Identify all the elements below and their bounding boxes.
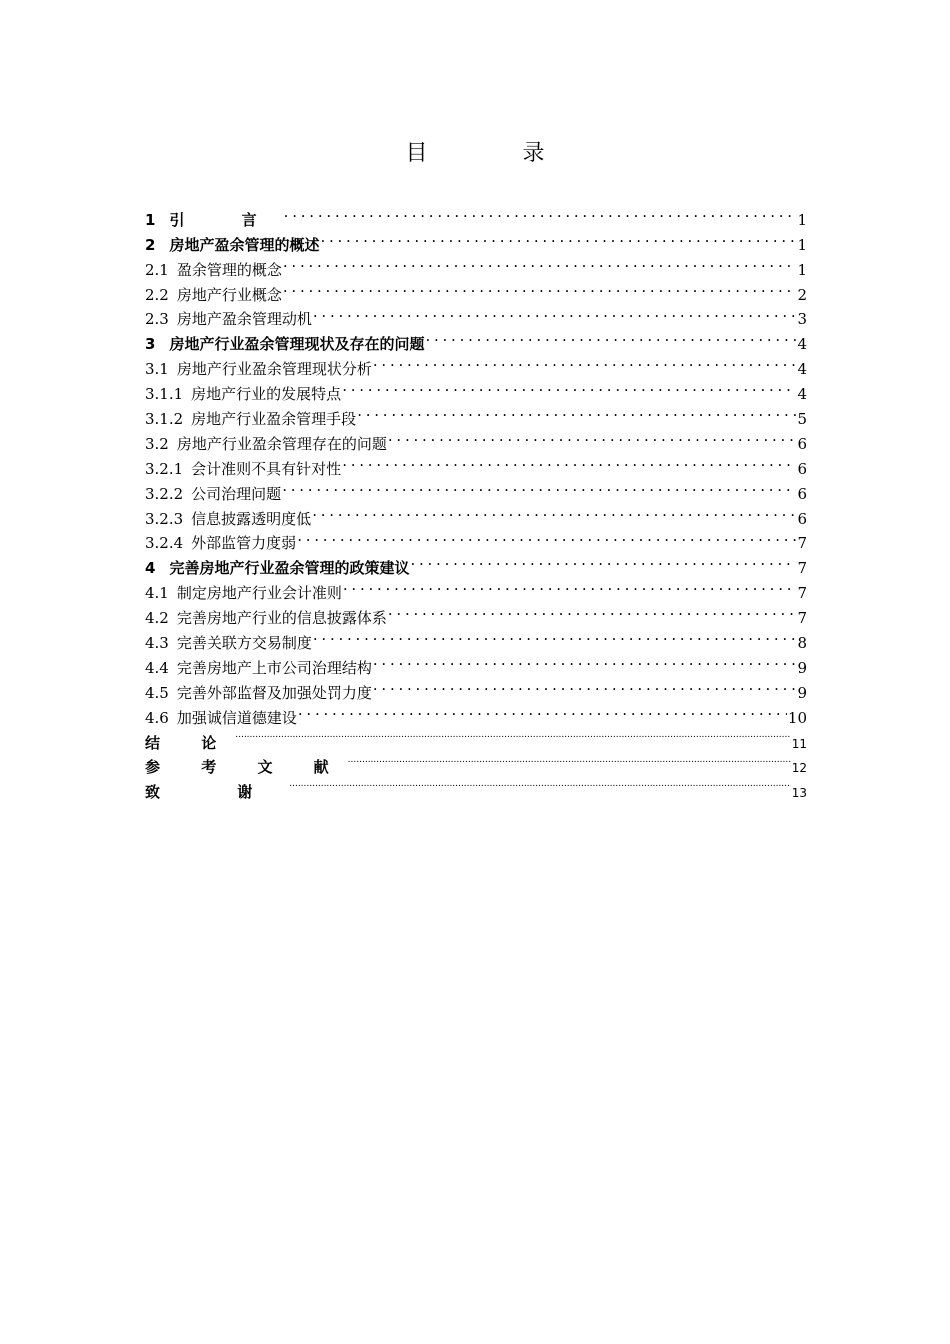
toc-entry-number: 1 [145,210,156,229]
toc-entry-number: 4.1 [145,584,169,603]
toc-entry-number: 2.2 [145,285,169,304]
toc-entry-title: 公司治理问题 [191,484,282,503]
toc-dot-leader [410,548,796,573]
toc-entry-label [145,631,312,656]
toc-entry-page-number: 10 [787,708,807,727]
toc-entry-label [145,656,372,681]
toc-entry-title: 完善房地产行业的信息披露体系 [176,609,387,628]
toc-entry-title: 引 言 [169,210,283,229]
toc-entry-number: 3.2.4 [145,534,184,553]
toc-dot-leader [282,474,796,499]
toc-entry-page-number: 11 [791,736,807,751]
toc-entry-page-number: 7 [797,584,807,603]
toc-entry-page-number: 6 [797,434,807,453]
toc-dot-leader [298,698,787,723]
toc-entry-number: 4.6 [145,708,169,727]
toc-entry-title: 房地产盈余管理动机 [176,310,312,329]
toc-dot-leader [312,499,796,524]
toc-entry-number: 3.1.2 [145,410,184,429]
toc-dot-leader [343,573,797,598]
toc-entry-title: 加强诚信道德建设 [176,708,297,727]
toc-entry-page-number: 2 [797,285,807,304]
toc-entry-label [145,531,296,556]
table-of-contents [145,200,807,802]
toc-entry[interactable] [145,200,807,229]
toc-entry-number: 3 [145,335,156,354]
toc-entry-number: 4.3 [145,634,169,653]
toc-entry-title: 结 论 [145,733,235,752]
toc-dot-leader [297,524,796,549]
toc-dot-leader [373,349,797,374]
toc-entry-page-number: 7 [797,609,807,628]
toc-dot-leader [348,748,791,773]
toc-entry-number: 3.2 [145,434,169,453]
toc-entry-page-number: 1 [797,210,807,229]
toc-entry-label [145,357,372,382]
toc-dot-leader [283,250,797,275]
toc-entry-title: 完善关联方交易制度 [176,634,312,653]
toc-entry-page-number: 9 [797,683,807,702]
toc-entry-label [145,407,356,432]
toc-dot-leader [342,449,796,474]
toc-dot-leader [313,300,797,325]
toc-entry-page-number: 6 [797,459,807,478]
toc-entry-page-number: 4 [797,335,807,354]
toc-entry-title: 参 考 文 献 [145,758,347,777]
toc-entry-page-number: 8 [797,634,807,653]
toc-entry-title: 会计准则不具有针对性 [191,459,342,478]
toc-dot-leader [342,374,796,399]
toc-entry-number: 2.1 [145,260,169,279]
toc-entry-page-number: 6 [797,484,807,503]
toc-entry-title: 信息披露透明度低 [191,509,312,528]
toc-entry-title: 房地产行业盈余管理现状分析 [176,360,372,379]
toc-entry-label [145,382,341,407]
toc-entry-label [145,208,283,233]
toc-entry-label [145,283,282,308]
toc-entry-number: 3.1.1 [145,385,184,404]
toc-dot-leader [388,598,797,623]
toc-entry-title: 制定房地产行业会计准则 [176,584,342,603]
toc-entry-number: 3.2.1 [145,459,184,478]
toc-dot-leader [425,324,796,349]
toc-dot-leader [313,623,797,648]
toc-entry-page-number: 1 [797,260,807,279]
toc-dot-leader [357,399,796,424]
toc-entry-page-number: 12 [791,761,807,776]
toc-entry-number: 2 [145,235,156,254]
toc-entry-title: 房地产行业的发展特点 [191,385,342,404]
toc-entry-title: 完善房地产行业盈余管理的政策建议 [169,559,410,578]
toc-entry-label [145,780,288,805]
toc-entry-page-number: 5 [797,410,807,429]
toc-entry-page-number: 7 [797,534,807,553]
toc-entry-title: 致 谢 [145,783,289,802]
toc-dot-leader [320,225,796,250]
toc-entry-page-number: 4 [797,360,807,379]
toc-entry-number: 4 [145,559,156,578]
toc-entry-label [145,581,342,606]
toc-entry-number: 3.2.2 [145,484,184,503]
toc-entry-page-number: 6 [797,509,807,528]
toc-title: 目 录 [405,141,589,166]
toc-dot-leader [235,723,790,748]
toc-dot-leader [289,772,790,797]
toc-dot-leader [388,424,797,449]
toc-entry-label [145,731,234,756]
toc-entry[interactable] [145,748,807,777]
toc-entry-title: 外部监管力度弱 [191,534,297,553]
toc-entry-page-number: 9 [797,658,807,677]
toc-entry-title: 房地产行业盈余管理现状及存在的问题 [169,335,425,354]
toc-entry-title: 房地产盈余管理的概述 [169,235,320,254]
toc-entry-title: 房地产行业概念 [176,285,282,304]
toc-entry[interactable] [145,723,807,752]
toc-entry-number: 4.2 [145,609,169,628]
toc-entry-page-number: 4 [797,385,807,404]
toc-entry-number: 4.5 [145,683,169,702]
toc-entry-page-number: 13 [791,786,807,801]
toc-entry-title: 房地产行业盈余管理存在的问题 [176,434,387,453]
toc-entry-label [145,307,312,332]
toc-entry-page-number: 1 [797,235,807,254]
toc-entry-page-number: 3 [797,310,807,329]
toc-dot-leader [373,673,797,698]
toc-entry-number: 4.4 [145,658,169,677]
toc-entry-number: 3.1 [145,360,169,379]
toc-entry-title: 完善房地产上市公司治理结构 [176,658,372,677]
toc-entry-title: 房地产行业盈余管理手段 [191,410,357,429]
toc-entry-title: 完善外部监督及加强处罚力度 [176,683,372,702]
toc-dot-leader [283,275,797,300]
toc-entry-page-number: 7 [797,559,807,578]
toc-entry-label [145,482,281,507]
toc-entry-label [145,507,311,532]
toc-entry-number: 3.2.3 [145,509,184,528]
toc-dot-leader [373,648,797,673]
toc-dot-leader [284,200,797,225]
toc-entry-label [145,258,282,283]
toc-entry-title: 盈余管理的概念 [176,260,282,279]
toc-entry-number: 2.3 [145,310,169,329]
